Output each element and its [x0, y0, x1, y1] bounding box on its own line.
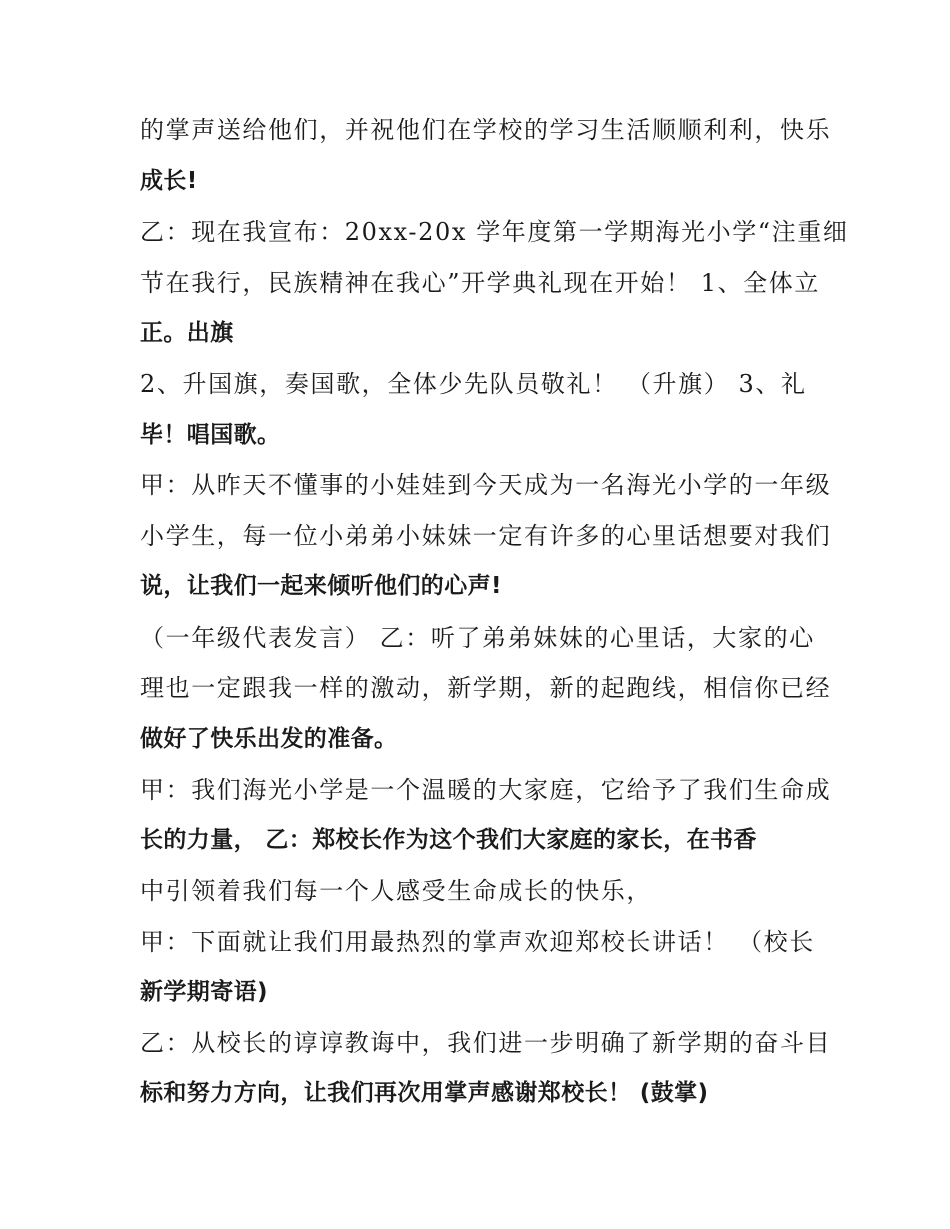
text-line: 正。出旗	[140, 320, 234, 346]
text-line: 小学生，每一位小弟弟小妹妹一定有许多的心里话想要对我们	[140, 522, 832, 550]
text-line: 甲：我们海光小学是一个温暖的大家庭，它给予了我们生命成	[140, 776, 832, 804]
text-line: 说，让我们一起来倾听他们的心声!	[140, 573, 502, 599]
text-line: 甲：下面就让我们用最热烈的掌声欢迎郑校长讲话！ （校长	[140, 928, 815, 956]
text-line: 新学期寄语)	[140, 979, 268, 1005]
text-line: 成长!	[140, 168, 198, 194]
text-line: 2、升国旗，奏国歌，全体少先队员敬礼！ （升旗） 3、礼	[140, 370, 807, 398]
text-line: 节在我行，民族精神在我心”开学典礼现在开始！ 1、全体立	[140, 269, 820, 297]
text-line: 理也一定跟我一样的激动，新学期，新的起跑线，相信你已经	[140, 674, 832, 702]
text-line: 毕！唱国歌。	[140, 422, 281, 448]
text-line: 中引领着我们每一个人感受生命成长的快乐，	[140, 877, 652, 905]
text-line: 的掌声送给他们，并祝他们在学校的学习生活顺顺利利，快乐	[140, 116, 832, 144]
text-line: 乙：现在我宣布：20xx-20x 学年度第一学期海光小学“注重细	[140, 218, 849, 246]
text-line: 标和努力方向，让我们再次用掌声感谢郑校长！ (鼓掌)	[140, 1080, 709, 1106]
text-line: 乙：从校长的谆谆教诲中，我们进一步明确了新学期的奋斗目	[140, 1029, 832, 1057]
text-line: 做好了快乐出发的准备。	[140, 726, 398, 752]
text-line: 长的力量， 乙：郑校长作为这个我们大家庭的家长，在书香	[140, 827, 757, 853]
text-line: 甲：从昨天不懂事的小娃娃到今天成为一名海光小学的一年级	[140, 471, 832, 499]
text-line: （一年级代表发言） 乙：听了弟弟妹妹的心里话，大家的心	[140, 624, 815, 652]
